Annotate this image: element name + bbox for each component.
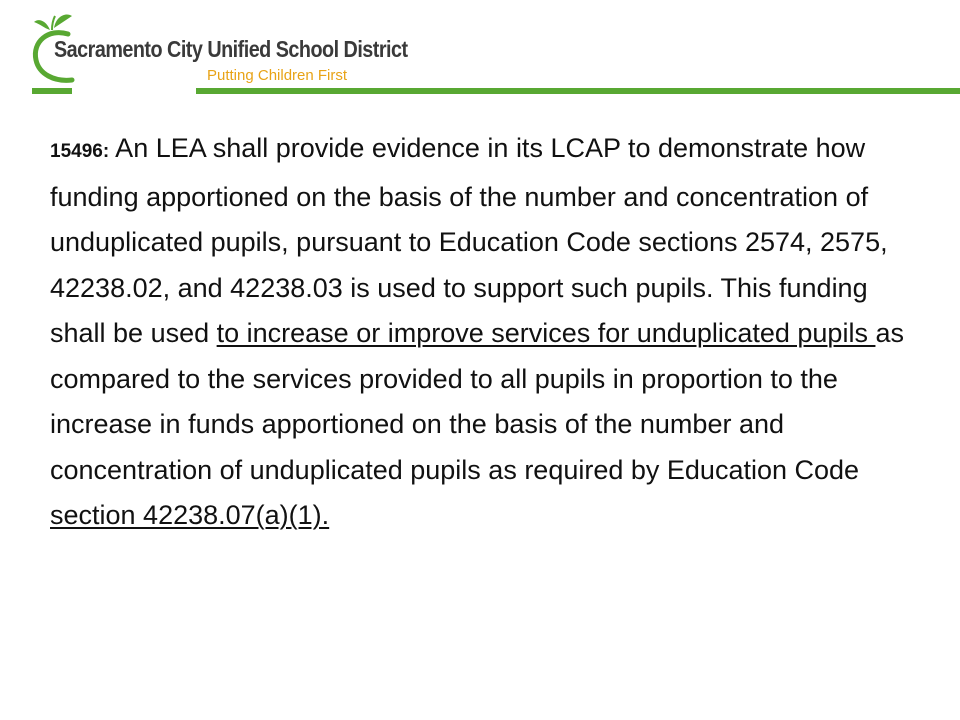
header [0,0,960,96]
tagline: Putting Children First [207,67,348,84]
body-text-part-1: An LEA shall provide evidence in its LCAP to demonstrate how funding apportioned on the basis of the number and concentration of unduplicated pupils, pursuant to Education Code sections 2574, 2575, 42238.02, and 42238.03 is used to support such pupils. This funding shall be used [50,133,888,348]
underlined-section-citation: section 42238.07(a)(1). [50,500,330,530]
header-rule [196,88,960,94]
district-name: Sacramento City Unified School District [54,36,408,62]
body-text-part-2: as compared to the services provided to all pupils in proportion to the increase in funds apportioned on the basis of the number and concentration of unduplicated pupils as required by Education Code [50,318,904,485]
header-rule-left [32,88,72,94]
section-reference: 15496: [50,141,110,162]
underlined-phrase-services: to increase or improve services for unduplicated pupils [216,318,876,348]
body-paragraph [50,126,920,539]
